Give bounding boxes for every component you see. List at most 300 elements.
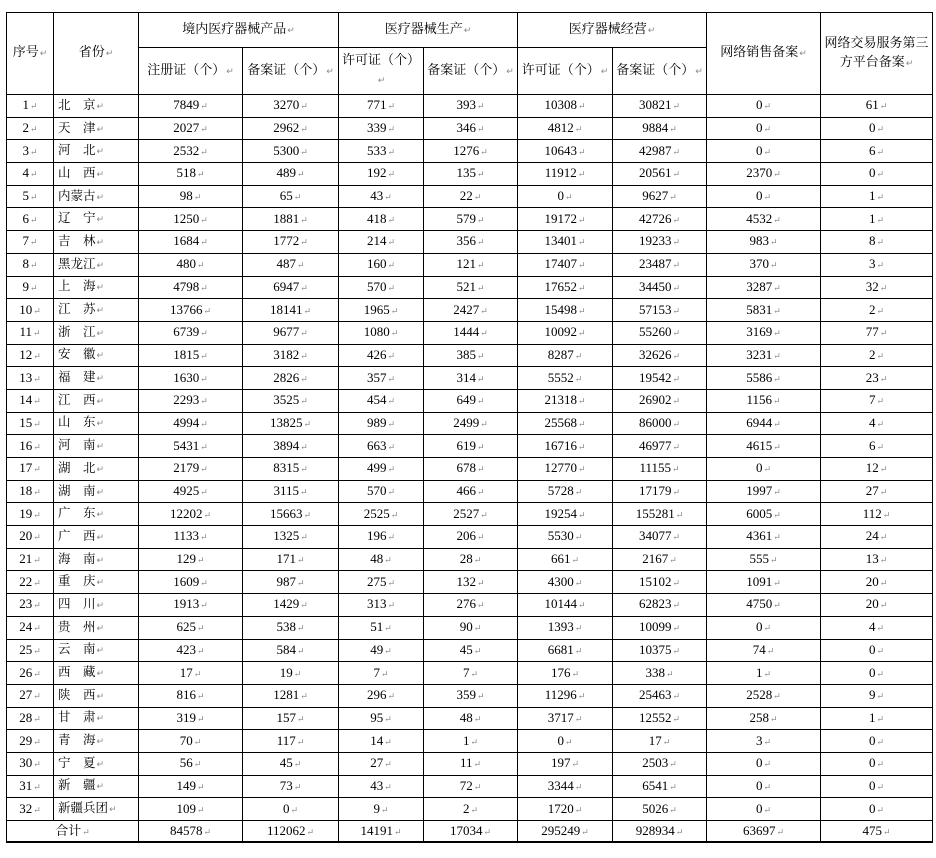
paragraph-mark-icon: ↵ bbox=[773, 214, 781, 225]
cell-seq: 9↵ bbox=[7, 276, 54, 299]
table-body bbox=[7, 95, 933, 843]
paragraph-mark-icon: ↵ bbox=[33, 645, 41, 656]
paragraph-mark-icon: ↵ bbox=[879, 464, 888, 475]
cell-filing-cert: 538↵ bbox=[243, 616, 339, 639]
paragraph-mark-icon: ↵ bbox=[296, 713, 305, 724]
cell-operation-license: 1393↵ bbox=[518, 616, 613, 639]
cell-third-party-filing: 4↵ bbox=[821, 616, 933, 639]
cell-registration-cert: 129↵ bbox=[139, 548, 243, 571]
paragraph-mark-icon: ↵ bbox=[200, 487, 208, 498]
paragraph-mark-icon: ↵ bbox=[196, 260, 205, 271]
paragraph-mark-icon: ↵ bbox=[387, 577, 396, 588]
paragraph-mark-icon: ↵ bbox=[33, 555, 41, 566]
paragraph-mark-icon: ↵ bbox=[29, 282, 38, 293]
paragraph-mark-icon: ↵ bbox=[483, 826, 492, 837]
cell-province: 安 徽↵ bbox=[54, 344, 139, 367]
total-row bbox=[7, 821, 933, 843]
paragraph-mark-icon: ↵ bbox=[876, 396, 885, 407]
paragraph-mark-icon: ↵ bbox=[473, 192, 482, 203]
paragraph-mark-icon: ↵ bbox=[574, 373, 583, 384]
table-row bbox=[7, 707, 933, 730]
paragraph-mark-icon: ↵ bbox=[876, 623, 885, 634]
paragraph-mark-icon: ↵ bbox=[879, 101, 888, 112]
paragraph-mark-icon: ↵ bbox=[105, 49, 114, 59]
paragraph-mark-icon: ↵ bbox=[470, 736, 479, 747]
paragraph-mark-icon: ↵ bbox=[672, 101, 681, 112]
paragraph-mark-icon: ↵ bbox=[32, 328, 41, 339]
cell-registration-cert: 518↵ bbox=[139, 163, 243, 186]
paragraph-mark-icon: ↵ bbox=[200, 464, 208, 475]
cell-operation-license: 5530↵ bbox=[518, 526, 613, 549]
cell-operation-filing: 30821↵ bbox=[613, 95, 707, 118]
cell-production-license: 339↵ bbox=[339, 117, 424, 140]
cell-province: 内蒙古↵ bbox=[54, 185, 139, 208]
header-production-filing-cert: 备案证（个）↵ bbox=[424, 48, 518, 95]
cell-registration-cert: 7849↵ bbox=[139, 95, 243, 118]
paragraph-mark-icon: ↵ bbox=[96, 464, 105, 475]
cell-production-filing: 579↵ bbox=[424, 208, 518, 231]
cell-online-sales-filing: 0↵ bbox=[707, 140, 821, 163]
cell-production-license: 43↵ bbox=[339, 185, 424, 208]
paragraph-mark-icon: ↵ bbox=[669, 555, 677, 566]
paragraph-mark-icon: ↵ bbox=[196, 713, 205, 724]
paragraph-mark-icon: ↵ bbox=[96, 351, 105, 362]
cell-operation-filing: 32626↵ bbox=[613, 344, 707, 367]
paragraph-mark-icon: ↵ bbox=[299, 487, 308, 498]
paragraph-mark-icon: ↵ bbox=[387, 146, 396, 157]
paragraph-mark-icon: ↵ bbox=[380, 804, 389, 815]
paragraph-mark-icon: ↵ bbox=[476, 396, 485, 407]
cell-operation-license: 13401↵ bbox=[518, 231, 613, 254]
paragraph-mark-icon: ↵ bbox=[96, 737, 105, 748]
paragraph-mark-icon: ↵ bbox=[876, 169, 885, 180]
cell-operation-license: 19172↵ bbox=[518, 208, 613, 231]
cell-operation-filing: 2167↵ bbox=[613, 548, 707, 571]
paragraph-mark-icon: ↵ bbox=[196, 645, 205, 656]
paragraph-mark-icon: ↵ bbox=[574, 713, 583, 724]
cell-production-filing: 678↵ bbox=[424, 458, 518, 481]
cell-online-sales-filing: 5586↵ bbox=[707, 367, 821, 390]
cell-third-party-filing: 32↵ bbox=[821, 276, 933, 299]
paragraph-mark-icon: ↵ bbox=[96, 646, 105, 657]
cell-operation-license: 5728↵ bbox=[518, 480, 613, 503]
cell-production-license: 14↵ bbox=[339, 730, 424, 753]
paragraph-mark-icon: ↵ bbox=[33, 396, 41, 407]
cell-operation-filing: 25463↵ bbox=[613, 684, 707, 707]
paragraph-mark-icon: ↵ bbox=[763, 101, 772, 112]
cell-online-sales-filing: 2528↵ bbox=[707, 684, 821, 707]
cell-filing-cert: 1281↵ bbox=[243, 684, 339, 707]
paragraph-mark-icon: ↵ bbox=[200, 101, 208, 112]
table-row bbox=[7, 140, 933, 163]
cell-production-license: 771↵ bbox=[339, 95, 424, 118]
paragraph-mark-icon: ↵ bbox=[574, 623, 583, 634]
paragraph-mark-icon: ↵ bbox=[29, 101, 38, 112]
paragraph-mark-icon: ↵ bbox=[387, 464, 396, 475]
paragraph-mark-icon: ↵ bbox=[476, 282, 485, 293]
table-row bbox=[7, 548, 933, 571]
paragraph-mark-icon: ↵ bbox=[96, 260, 105, 271]
paragraph-mark-icon: ↵ bbox=[293, 668, 302, 679]
paragraph-mark-icon: ↵ bbox=[196, 781, 205, 792]
paragraph-mark-icon: ↵ bbox=[296, 645, 305, 656]
cell-filing-cert: 3894↵ bbox=[243, 435, 339, 458]
cell-registration-cert: 1815↵ bbox=[139, 344, 243, 367]
cell-operation-filing: 9627↵ bbox=[613, 185, 707, 208]
cell-registration-cert: 2293↵ bbox=[139, 389, 243, 412]
total-operation-license: 295249↵ bbox=[518, 821, 613, 843]
paragraph-mark-icon: ↵ bbox=[303, 418, 312, 429]
cell-third-party-filing: 0↵ bbox=[821, 730, 933, 753]
cell-online-sales-filing: 258↵ bbox=[707, 707, 821, 730]
paragraph-mark-icon: ↵ bbox=[473, 645, 482, 656]
cell-province: 青 海↵ bbox=[54, 730, 139, 753]
paragraph-mark-icon: ↵ bbox=[200, 577, 208, 588]
paragraph-mark-icon: ↵ bbox=[470, 668, 479, 679]
paragraph-mark-icon: ↵ bbox=[876, 350, 885, 361]
paragraph-mark-icon: ↵ bbox=[96, 169, 105, 180]
paragraph-mark-icon: ↵ bbox=[300, 532, 308, 543]
cell-online-sales-filing: 4750↵ bbox=[707, 594, 821, 617]
paragraph-mark-icon: ↵ bbox=[672, 532, 681, 543]
cell-registration-cert: 12202↵ bbox=[139, 503, 243, 526]
cell-registration-cert: 2532↵ bbox=[139, 140, 243, 163]
cell-production-filing: 72↵ bbox=[424, 775, 518, 798]
cell-production-filing: 135↵ bbox=[424, 163, 518, 186]
cell-production-filing: 619↵ bbox=[424, 435, 518, 458]
paragraph-mark-icon: ↵ bbox=[672, 645, 681, 656]
paragraph-mark-icon: ↵ bbox=[300, 282, 308, 293]
cell-production-filing: 393↵ bbox=[424, 95, 518, 118]
paragraph-mark-icon: ↵ bbox=[876, 441, 885, 452]
paragraph-mark-icon: ↵ bbox=[577, 418, 586, 429]
cell-third-party-filing: 61↵ bbox=[821, 95, 933, 118]
cell-operation-filing: 9884↵ bbox=[613, 117, 707, 140]
cell-production-license: 418↵ bbox=[339, 208, 424, 231]
paragraph-mark-icon: ↵ bbox=[296, 555, 305, 566]
cell-registration-cert: 2027↵ bbox=[139, 117, 243, 140]
cell-third-party-filing: 0↵ bbox=[821, 662, 933, 685]
header-group-operation: 医疗器械经营↵ bbox=[518, 13, 707, 48]
paragraph-mark-icon: ↵ bbox=[300, 328, 308, 339]
cell-seq: 7↵ bbox=[7, 231, 54, 254]
table-row bbox=[7, 571, 933, 594]
paragraph-mark-icon: ↵ bbox=[96, 396, 105, 407]
paragraph-mark-icon: ↵ bbox=[296, 169, 305, 180]
paragraph-mark-icon: ↵ bbox=[773, 373, 781, 384]
cell-third-party-filing: 12↵ bbox=[821, 458, 933, 481]
total-production-filing: 17034↵ bbox=[424, 821, 518, 843]
paragraph-mark-icon: ↵ bbox=[33, 713, 41, 724]
cell-production-license: 533↵ bbox=[339, 140, 424, 163]
paragraph-mark-icon: ↵ bbox=[773, 169, 781, 180]
paragraph-mark-icon: ↵ bbox=[387, 237, 396, 248]
paragraph-mark-icon: ↵ bbox=[773, 577, 781, 588]
paragraph-mark-icon: ↵ bbox=[577, 169, 586, 180]
total-filing-cert: 112062↵ bbox=[243, 821, 339, 843]
cell-online-sales-filing: 6005↵ bbox=[707, 503, 821, 526]
cell-operation-license: 15498↵ bbox=[518, 299, 613, 322]
paragraph-mark-icon: ↵ bbox=[300, 350, 308, 361]
paragraph-mark-icon: ↵ bbox=[384, 759, 392, 770]
cell-seq: 32↵ bbox=[7, 798, 54, 821]
cell-registration-cert: 1913↵ bbox=[139, 594, 243, 617]
table-row bbox=[7, 594, 933, 617]
paragraph-mark-icon: ↵ bbox=[96, 623, 105, 634]
cell-operation-filing: 86000↵ bbox=[613, 412, 707, 435]
paragraph-mark-icon: ↵ bbox=[387, 600, 396, 611]
cell-filing-cert: 73↵ bbox=[243, 775, 339, 798]
table-row bbox=[7, 662, 933, 685]
paragraph-mark-icon: ↵ bbox=[387, 101, 396, 112]
cell-operation-filing: 17179↵ bbox=[613, 480, 707, 503]
paragraph-mark-icon: ↵ bbox=[480, 328, 488, 339]
cell-online-sales-filing: 555↵ bbox=[707, 548, 821, 571]
cell-province: 天 津↵ bbox=[54, 117, 139, 140]
medical-device-statistics-table bbox=[6, 12, 933, 843]
paragraph-mark-icon: ↵ bbox=[577, 214, 586, 225]
cell-operation-license: 3717↵ bbox=[518, 707, 613, 730]
cell-third-party-filing: 24↵ bbox=[821, 526, 933, 549]
cell-filing-cert: 1772↵ bbox=[243, 231, 339, 254]
cell-seq: 12↵ bbox=[7, 344, 54, 367]
cell-registration-cert: 4994↵ bbox=[139, 412, 243, 435]
cell-production-filing: 90↵ bbox=[424, 616, 518, 639]
cell-province: 陕 西↵ bbox=[54, 684, 139, 707]
paragraph-mark-icon: ↵ bbox=[876, 759, 885, 770]
paragraph-mark-icon: ↵ bbox=[882, 826, 891, 837]
paragraph-mark-icon: ↵ bbox=[476, 373, 485, 384]
paragraph-mark-icon: ↵ bbox=[905, 58, 914, 69]
paragraph-mark-icon: ↵ bbox=[763, 759, 772, 770]
paragraph-mark-icon: ↵ bbox=[773, 350, 781, 361]
table-row bbox=[7, 752, 933, 775]
paragraph-mark-icon: ↵ bbox=[879, 555, 888, 566]
cell-filing-cert: 19↵ bbox=[243, 662, 339, 685]
paragraph-mark-icon: ↵ bbox=[109, 805, 117, 816]
cell-online-sales-filing: 0↵ bbox=[707, 616, 821, 639]
cell-production-license: 51↵ bbox=[339, 616, 424, 639]
paragraph-mark-icon: ↵ bbox=[387, 260, 396, 271]
total-registration-cert: 84578↵ bbox=[139, 821, 243, 843]
paragraph-mark-icon: ↵ bbox=[193, 736, 202, 747]
cell-seq: 5↵ bbox=[7, 185, 54, 208]
paragraph-mark-icon: ↵ bbox=[480, 146, 488, 157]
paragraph-mark-icon: ↵ bbox=[300, 237, 308, 248]
paragraph-mark-icon: ↵ bbox=[96, 759, 105, 770]
cell-operation-filing: 338↵ bbox=[613, 662, 707, 685]
header-province: 省份↵ bbox=[54, 13, 139, 95]
cell-filing-cert: 2962↵ bbox=[243, 117, 339, 140]
paragraph-mark-icon: ↵ bbox=[574, 781, 583, 792]
paragraph-mark-icon: ↵ bbox=[384, 555, 392, 566]
paragraph-mark-icon: ↵ bbox=[200, 441, 208, 452]
paragraph-mark-icon: ↵ bbox=[390, 509, 399, 520]
paragraph-mark-icon: ↵ bbox=[577, 691, 586, 702]
paragraph-mark-icon: ↵ bbox=[672, 282, 681, 293]
cell-seq: 6↵ bbox=[7, 208, 54, 231]
cell-third-party-filing: 6↵ bbox=[821, 435, 933, 458]
paragraph-mark-icon: ↵ bbox=[96, 510, 105, 521]
paragraph-mark-icon: ↵ bbox=[766, 645, 775, 656]
cell-seq: 25↵ bbox=[7, 639, 54, 662]
cell-seq: 30↵ bbox=[7, 752, 54, 775]
header-group-domestic-products: 境内医疗器械产品↵ bbox=[139, 13, 339, 48]
cell-filing-cert: 15663↵ bbox=[243, 503, 339, 526]
paragraph-mark-icon: ↵ bbox=[196, 623, 205, 634]
paragraph-mark-icon: ↵ bbox=[300, 214, 308, 225]
cell-production-license: 7↵ bbox=[339, 662, 424, 685]
cell-operation-license: 25568↵ bbox=[518, 412, 613, 435]
cell-online-sales-filing: 74↵ bbox=[707, 639, 821, 662]
paragraph-mark-icon: ↵ bbox=[476, 350, 485, 361]
cell-operation-license: 197↵ bbox=[518, 752, 613, 775]
paragraph-mark-icon: ↵ bbox=[672, 441, 681, 452]
paragraph-mark-icon: ↵ bbox=[577, 328, 586, 339]
cell-production-license: 296↵ bbox=[339, 684, 424, 707]
header-filing-cert: 备案证（个）↵ bbox=[243, 48, 339, 95]
table-row bbox=[7, 684, 933, 707]
cell-production-license: 49↵ bbox=[339, 639, 424, 662]
cell-production-license: 2525↵ bbox=[339, 503, 424, 526]
cell-operation-license: 0↵ bbox=[518, 185, 613, 208]
cell-production-filing: 22↵ bbox=[424, 185, 518, 208]
cell-operation-filing: 57153↵ bbox=[613, 299, 707, 322]
paragraph-mark-icon: ↵ bbox=[600, 66, 609, 77]
table-row bbox=[7, 503, 933, 526]
cell-operation-license: 661↵ bbox=[518, 548, 613, 571]
cell-seq: 4↵ bbox=[7, 163, 54, 186]
paragraph-mark-icon: ↵ bbox=[476, 101, 485, 112]
cell-filing-cert: 171↵ bbox=[243, 548, 339, 571]
cell-operation-license: 17407↵ bbox=[518, 253, 613, 276]
paragraph-mark-icon: ↵ bbox=[672, 237, 681, 248]
cell-operation-license: 0↵ bbox=[518, 730, 613, 753]
cell-province: 甘 肃↵ bbox=[54, 707, 139, 730]
cell-operation-filing: 2503↵ bbox=[613, 752, 707, 775]
paragraph-mark-icon: ↵ bbox=[96, 328, 105, 339]
paragraph-mark-icon: ↵ bbox=[577, 237, 586, 248]
cell-operation-license: 10643↵ bbox=[518, 140, 613, 163]
cell-province: 广 西↵ bbox=[54, 526, 139, 549]
paragraph-mark-icon: ↵ bbox=[226, 66, 234, 77]
paragraph-mark-icon: ↵ bbox=[577, 509, 586, 520]
table-row bbox=[7, 412, 933, 435]
paragraph-mark-icon: ↵ bbox=[33, 487, 41, 498]
cell-registration-cert: 816↵ bbox=[139, 684, 243, 707]
cell-online-sales-filing: 0↵ bbox=[707, 458, 821, 481]
paragraph-mark-icon: ↵ bbox=[672, 577, 681, 588]
paragraph-mark-icon: ↵ bbox=[96, 215, 105, 226]
cell-province: 云 南↵ bbox=[54, 639, 139, 662]
cell-province: 宁 夏↵ bbox=[54, 752, 139, 775]
paragraph-mark-icon: ↵ bbox=[293, 192, 302, 203]
paragraph-mark-icon: ↵ bbox=[672, 691, 681, 702]
cell-operation-license: 16716↵ bbox=[518, 435, 613, 458]
cell-operation-filing: 23487↵ bbox=[613, 253, 707, 276]
paragraph-mark-icon: ↵ bbox=[577, 260, 586, 271]
cell-filing-cert: 3115↵ bbox=[243, 480, 339, 503]
paragraph-mark-icon: ↵ bbox=[200, 418, 208, 429]
table-row bbox=[7, 185, 933, 208]
paragraph-mark-icon: ↵ bbox=[300, 464, 308, 475]
cell-third-party-filing: 2↵ bbox=[821, 344, 933, 367]
paragraph-mark-icon: ↵ bbox=[29, 260, 38, 271]
paragraph-mark-icon: ↵ bbox=[574, 487, 583, 498]
paragraph-mark-icon: ↵ bbox=[393, 826, 402, 837]
cell-production-filing: 521↵ bbox=[424, 276, 518, 299]
cell-registration-cert: 423↵ bbox=[139, 639, 243, 662]
cell-third-party-filing: 1↵ bbox=[821, 707, 933, 730]
paragraph-mark-icon: ↵ bbox=[200, 396, 208, 407]
cell-operation-filing: 26902↵ bbox=[613, 389, 707, 412]
paragraph-mark-icon: ↵ bbox=[882, 509, 891, 520]
table-row bbox=[7, 231, 933, 254]
cell-production-license: 27↵ bbox=[339, 752, 424, 775]
paragraph-mark-icon: ↵ bbox=[473, 759, 482, 770]
paragraph-mark-icon: ↵ bbox=[769, 555, 778, 566]
paragraph-mark-icon: ↵ bbox=[669, 781, 677, 792]
cell-production-license: 43↵ bbox=[339, 775, 424, 798]
paragraph-mark-icon: ↵ bbox=[33, 804, 41, 815]
cell-operation-license: 10144↵ bbox=[518, 594, 613, 617]
table-row bbox=[7, 730, 933, 753]
cell-third-party-filing: 0↵ bbox=[821, 775, 933, 798]
cell-registration-cert: 70↵ bbox=[139, 730, 243, 753]
cell-production-license: 95↵ bbox=[339, 707, 424, 730]
paragraph-mark-icon: ↵ bbox=[387, 532, 396, 543]
paragraph-mark-icon: ↵ bbox=[200, 282, 208, 293]
paragraph-mark-icon: ↵ bbox=[672, 396, 681, 407]
cell-production-filing: 45↵ bbox=[424, 639, 518, 662]
paragraph-mark-icon: ↵ bbox=[296, 577, 305, 588]
cell-province: 新疆兵团↵ bbox=[54, 798, 139, 821]
cell-seq: 8↵ bbox=[7, 253, 54, 276]
paragraph-mark-icon: ↵ bbox=[200, 146, 208, 157]
cell-seq: 31↵ bbox=[7, 775, 54, 798]
paragraph-mark-icon: ↵ bbox=[96, 147, 105, 158]
cell-filing-cert: 8315↵ bbox=[243, 458, 339, 481]
paragraph-mark-icon: ↵ bbox=[96, 669, 105, 680]
paragraph-mark-icon: ↵ bbox=[476, 532, 485, 543]
paragraph-mark-icon: ↵ bbox=[769, 713, 778, 724]
paragraph-mark-icon: ↵ bbox=[672, 464, 680, 475]
paragraph-mark-icon: ↵ bbox=[669, 804, 677, 815]
cell-third-party-filing: 23↵ bbox=[821, 367, 933, 390]
cell-province: 山 东↵ bbox=[54, 412, 139, 435]
table-row bbox=[7, 389, 933, 412]
paragraph-mark-icon: ↵ bbox=[672, 487, 681, 498]
paragraph-mark-icon: ↵ bbox=[879, 577, 888, 588]
paragraph-mark-icon: ↵ bbox=[574, 532, 583, 543]
paragraph-mark-icon: ↵ bbox=[300, 101, 308, 112]
cell-filing-cert: 2826↵ bbox=[243, 367, 339, 390]
paragraph-mark-icon: ↵ bbox=[203, 509, 212, 520]
cell-filing-cert: 487↵ bbox=[243, 253, 339, 276]
paragraph-mark-icon: ↵ bbox=[879, 487, 888, 498]
paragraph-mark-icon: ↵ bbox=[33, 781, 41, 792]
paragraph-mark-icon: ↵ bbox=[773, 600, 781, 611]
cell-seq: 19↵ bbox=[7, 503, 54, 526]
paragraph-mark-icon: ↵ bbox=[200, 237, 208, 248]
cell-online-sales-filing: 0↵ bbox=[707, 775, 821, 798]
cell-online-sales-filing: 0↵ bbox=[707, 185, 821, 208]
paragraph-mark-icon: ↵ bbox=[473, 713, 482, 724]
cell-production-filing: 2↵ bbox=[424, 798, 518, 821]
paragraph-mark-icon: ↵ bbox=[96, 714, 105, 725]
cell-online-sales-filing: 4532↵ bbox=[707, 208, 821, 231]
table-row bbox=[7, 775, 933, 798]
